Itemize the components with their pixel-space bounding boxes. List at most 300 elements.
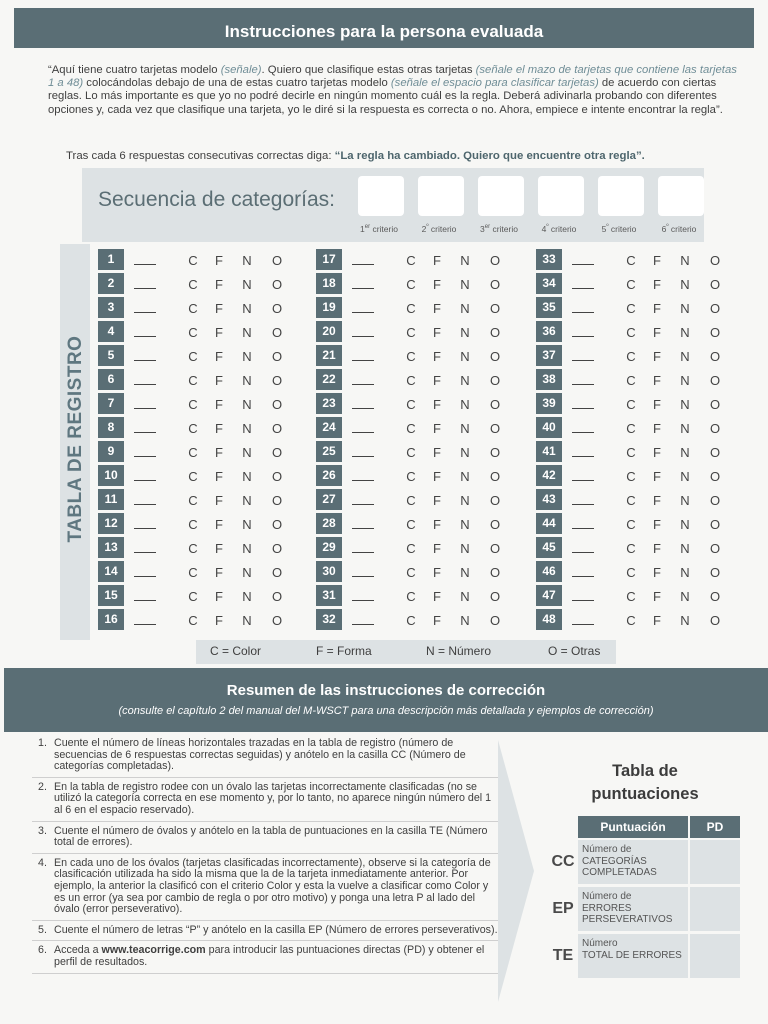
trial-row <box>536 608 746 630</box>
option-f[interactable]: F <box>653 589 661 604</box>
option-n[interactable]: N <box>242 373 252 388</box>
trial-number: 21 <box>316 345 342 366</box>
option-f[interactable]: F <box>653 541 661 556</box>
option-c[interactable]: C <box>626 373 636 388</box>
option-o[interactable]: O <box>271 565 283 580</box>
option-f[interactable]: F <box>215 421 223 436</box>
option-f[interactable]: F <box>653 517 661 532</box>
trial-row <box>536 368 746 390</box>
trial-number: 12 <box>98 513 124 534</box>
option-n[interactable]: N <box>680 541 690 556</box>
option-f[interactable]: F <box>215 253 223 268</box>
option-n[interactable]: N <box>242 397 252 412</box>
criterion-blank[interactable] <box>352 264 374 265</box>
criterion-blank[interactable] <box>572 552 594 553</box>
option-n[interactable]: N <box>460 493 470 508</box>
criterion-blank[interactable] <box>572 528 594 529</box>
option-f[interactable]: F <box>433 445 441 460</box>
option-f[interactable]: F <box>433 613 441 628</box>
criterion-blank[interactable] <box>352 624 374 625</box>
option-n[interactable]: N <box>680 397 690 412</box>
trial-row <box>316 440 526 462</box>
criterion-blank[interactable] <box>352 528 374 529</box>
option-o[interactable]: O <box>489 277 501 292</box>
option-c[interactable]: C <box>188 589 198 604</box>
criterion-blank[interactable] <box>572 504 594 505</box>
trial-number: 30 <box>316 561 342 582</box>
option-c[interactable]: C <box>406 541 416 556</box>
option-n[interactable]: N <box>460 517 470 532</box>
option-o[interactable]: O <box>709 469 721 484</box>
option-n[interactable]: N <box>242 445 252 460</box>
option-c[interactable]: C <box>188 493 198 508</box>
legend-color: C = Color <box>210 644 262 658</box>
option-c[interactable]: C <box>406 493 416 508</box>
option-c[interactable]: C <box>406 565 416 580</box>
trial-row <box>316 368 526 390</box>
option-o[interactable]: O <box>709 349 721 364</box>
step-text: En la tabla de registro rodee con un óvalo las tarjetas incorrectamente clasificadas (no se utilizó la categoría correcta en ese momento y, por lo tanto, no aparece ningún número del 1 al 6 en el espacio reservado). <box>54 780 492 816</box>
criterion-blank[interactable] <box>134 384 156 385</box>
option-c[interactable]: C <box>406 325 416 340</box>
trial-row <box>98 512 308 534</box>
trial-row <box>536 488 746 510</box>
option-o[interactable]: O <box>489 493 501 508</box>
option-c[interactable]: C <box>626 397 636 412</box>
option-o[interactable]: O <box>271 589 283 604</box>
trial-number: 24 <box>316 417 342 438</box>
option-o[interactable]: O <box>271 253 283 268</box>
option-f[interactable]: F <box>215 493 223 508</box>
option-f[interactable]: F <box>215 589 223 604</box>
option-n[interactable]: N <box>680 565 690 580</box>
option-o[interactable]: O <box>489 349 501 364</box>
option-n[interactable]: N <box>460 301 470 316</box>
criterion-blank[interactable] <box>352 504 374 505</box>
option-c[interactable]: C <box>626 541 636 556</box>
option-c[interactable]: C <box>188 349 198 364</box>
option-n[interactable]: N <box>460 325 470 340</box>
correction-steps <box>32 738 498 978</box>
option-c[interactable]: C <box>626 565 636 580</box>
criterion-blank[interactable] <box>134 432 156 433</box>
criterion-blank[interactable] <box>352 600 374 601</box>
option-n[interactable]: N <box>460 469 470 484</box>
criterion-blank[interactable] <box>134 624 156 625</box>
option-f[interactable]: F <box>653 565 661 580</box>
step-number: 5. <box>38 923 47 936</box>
criterion-blank[interactable] <box>352 408 374 409</box>
legend-forma: F = Forma <box>316 644 372 658</box>
option-n[interactable]: N <box>460 445 470 460</box>
option-f[interactable]: F <box>653 493 661 508</box>
option-c[interactable]: C <box>406 589 416 604</box>
option-n[interactable]: N <box>242 325 252 340</box>
option-n[interactable]: N <box>680 589 690 604</box>
criterion-blank[interactable] <box>134 408 156 409</box>
pd-input-box[interactable] <box>690 934 740 978</box>
option-f[interactable]: F <box>433 301 441 316</box>
criterion-blank[interactable] <box>572 384 594 385</box>
option-c[interactable]: C <box>626 277 636 292</box>
option-f[interactable]: F <box>433 589 441 604</box>
option-o[interactable]: O <box>271 373 283 388</box>
option-n[interactable]: N <box>460 253 470 268</box>
option-o[interactable]: O <box>489 373 501 388</box>
criterion-box[interactable] <box>358 176 404 216</box>
criterion-box[interactable] <box>478 176 524 216</box>
option-c[interactable]: C <box>626 445 636 460</box>
option-o[interactable]: O <box>489 589 501 604</box>
score-desc-first: Número de <box>582 844 632 855</box>
trial-row <box>98 440 308 462</box>
criterion-blank[interactable] <box>572 312 594 313</box>
trial-number: 10 <box>98 465 124 486</box>
trial-row <box>536 512 746 534</box>
option-f[interactable]: F <box>215 565 223 580</box>
option-f[interactable]: F <box>433 469 441 484</box>
option-n[interactable]: N <box>460 397 470 412</box>
option-c[interactable]: C <box>188 253 198 268</box>
option-n[interactable]: N <box>242 349 252 364</box>
option-f[interactable]: F <box>653 253 661 268</box>
option-o[interactable]: O <box>271 349 283 364</box>
option-c[interactable]: C <box>188 421 198 436</box>
criterion-blank[interactable] <box>352 456 374 457</box>
criterion-box[interactable] <box>598 176 644 216</box>
option-n[interactable]: N <box>242 517 252 532</box>
option-n[interactable]: N <box>680 613 690 628</box>
option-f[interactable]: F <box>433 421 441 436</box>
option-n[interactable]: N <box>242 421 252 436</box>
option-c[interactable]: C <box>406 253 416 268</box>
option-c[interactable]: C <box>406 613 416 628</box>
option-n[interactable]: N <box>680 517 690 532</box>
option-n[interactable]: N <box>460 373 470 388</box>
option-n[interactable]: N <box>460 613 470 628</box>
criterion-box[interactable] <box>418 176 464 216</box>
option-f[interactable]: F <box>215 373 223 388</box>
pd-input-box[interactable] <box>690 840 740 884</box>
option-f[interactable]: F <box>653 277 661 292</box>
option-n[interactable]: N <box>242 589 252 604</box>
option-n[interactable]: N <box>680 253 690 268</box>
criterion-blank[interactable] <box>572 336 594 337</box>
option-c[interactable]: C <box>626 349 636 364</box>
option-f[interactable]: F <box>215 445 223 460</box>
criterion-blank[interactable] <box>134 360 156 361</box>
step-text: En cada uno de los óvalos (tarjetas clasificadas incorrectamente), observe si la categoría de clasificación utilizada ha sido la misma que la de la tarjeta inmediatamente anterior. Por ejemplo, la anterior la clasificó con el criterio Color y esta la vuelve a clasificar como Color y es un error (ya sea por cambio de regla o por otro motivo) y ponga una letra P al lado del óvalo (error perseverativo). <box>54 856 491 916</box>
option-n[interactable]: N <box>680 421 690 436</box>
option-c[interactable]: C <box>188 565 198 580</box>
criterion-blank[interactable] <box>352 384 374 385</box>
option-f[interactable]: F <box>215 397 223 412</box>
option-o[interactable]: O <box>709 421 721 436</box>
option-o[interactable]: O <box>709 397 721 412</box>
option-o[interactable]: O <box>709 541 721 556</box>
option-c[interactable]: C <box>188 469 198 484</box>
option-f[interactable]: F <box>433 517 441 532</box>
option-f[interactable]: F <box>653 373 661 388</box>
option-c[interactable]: C <box>626 301 636 316</box>
option-f[interactable]: F <box>215 301 223 316</box>
option-c[interactable]: C <box>188 397 198 412</box>
option-o[interactable]: O <box>709 373 721 388</box>
option-n[interactable]: N <box>460 277 470 292</box>
option-o[interactable]: O <box>709 589 721 604</box>
criterion-blank[interactable] <box>572 456 594 457</box>
option-o[interactable]: O <box>709 517 721 532</box>
option-o[interactable]: O <box>271 613 283 628</box>
option-c[interactable]: C <box>188 445 198 460</box>
criterion-blank[interactable] <box>572 408 594 409</box>
criterion-blank[interactable] <box>134 312 156 313</box>
option-f[interactable]: F <box>215 613 223 628</box>
option-c[interactable]: C <box>188 373 198 388</box>
criterion-blank[interactable] <box>572 624 594 625</box>
trial-number: 15 <box>98 585 124 606</box>
scores-title: Tabla de puntuaciones <box>591 762 699 803</box>
criterion-blank[interactable] <box>352 576 374 577</box>
option-f[interactable]: F <box>215 469 223 484</box>
option-c[interactable]: C <box>188 613 198 628</box>
option-o[interactable]: O <box>709 565 721 580</box>
option-f[interactable]: F <box>653 445 661 460</box>
option-o[interactable]: O <box>709 301 721 316</box>
option-o[interactable]: O <box>489 253 501 268</box>
option-n[interactable]: N <box>680 445 690 460</box>
option-f[interactable]: F <box>215 349 223 364</box>
option-c[interactable]: C <box>188 301 198 316</box>
option-o[interactable]: O <box>271 517 283 532</box>
option-f[interactable]: F <box>433 565 441 580</box>
option-n[interactable]: N <box>460 421 470 436</box>
criterion-blank[interactable] <box>572 576 594 577</box>
criterion-blank[interactable] <box>352 312 374 313</box>
option-o[interactable]: O <box>489 397 501 412</box>
trial-row <box>316 416 526 438</box>
option-o[interactable]: O <box>709 493 721 508</box>
option-f[interactable]: F <box>215 517 223 532</box>
trial-row <box>98 416 308 438</box>
option-f[interactable]: F <box>433 325 441 340</box>
option-o[interactable]: O <box>489 517 501 532</box>
option-o[interactable]: O <box>271 277 283 292</box>
trial-number: 3 <box>98 297 124 318</box>
option-f[interactable]: F <box>653 469 661 484</box>
criterion-blank[interactable] <box>134 456 156 457</box>
option-o[interactable]: O <box>489 469 501 484</box>
trial-number: 2 <box>98 273 124 294</box>
option-c[interactable]: C <box>406 469 416 484</box>
option-n[interactable]: N <box>242 277 252 292</box>
legend <box>196 640 616 664</box>
option-o[interactable]: O <box>489 541 501 556</box>
trial-number: 43 <box>536 489 562 510</box>
option-o[interactable]: O <box>489 445 501 460</box>
criterion-blank[interactable] <box>352 432 374 433</box>
teacorrige-link[interactable]: www.teacorrige.com <box>101 944 206 957</box>
option-o[interactable]: O <box>489 301 501 316</box>
criterion-label: $6^º$ criterio <box>661 224 697 234</box>
option-c[interactable]: C <box>626 325 636 340</box>
option-n[interactable]: N <box>680 373 690 388</box>
option-c[interactable]: C <box>626 589 636 604</box>
option-f[interactable]: F <box>433 253 441 268</box>
trial-number: 32 <box>316 609 342 630</box>
criterion-blank[interactable] <box>134 552 156 553</box>
option-c[interactable]: C <box>188 277 198 292</box>
trial-row <box>98 536 308 558</box>
criterion-blank[interactable] <box>134 504 156 505</box>
criterion-blank[interactable] <box>134 528 156 529</box>
option-c[interactable]: C <box>626 613 636 628</box>
option-o[interactable]: O <box>271 397 283 412</box>
trial-number: 14 <box>98 561 124 582</box>
option-c[interactable]: C <box>406 421 416 436</box>
option-c[interactable]: C <box>406 349 416 364</box>
option-o[interactable]: O <box>489 565 501 580</box>
option-c[interactable]: C <box>626 469 636 484</box>
option-o[interactable]: O <box>271 421 283 436</box>
option-o[interactable]: O <box>709 445 721 460</box>
option-n[interactable]: N <box>460 349 470 364</box>
criterion-blank[interactable] <box>572 288 594 289</box>
option-c[interactable]: C <box>626 421 636 436</box>
option-c[interactable]: C <box>188 325 198 340</box>
criterion-blank[interactable] <box>352 552 374 553</box>
option-c[interactable]: C <box>406 397 416 412</box>
option-o[interactable]: O <box>271 493 283 508</box>
pd-input-box[interactable] <box>690 887 740 931</box>
option-c[interactable]: C <box>626 517 636 532</box>
option-f[interactable]: F <box>215 325 223 340</box>
trial-row <box>316 248 526 270</box>
option-n[interactable]: N <box>680 493 690 508</box>
correction-step <box>32 858 498 921</box>
criterion-blank[interactable] <box>134 336 156 337</box>
option-n[interactable]: N <box>242 493 252 508</box>
option-f[interactable]: F <box>433 277 441 292</box>
step-text: Cuente el número de letras “P” y anótelo en la casilla EP (Número de errores perseverativos). <box>54 923 498 936</box>
option-c[interactable]: C <box>406 517 416 532</box>
summary-title: Resumen de las instrucciones de corrección <box>226 682 546 699</box>
option-o[interactable]: O <box>271 325 283 340</box>
option-n[interactable]: N <box>460 565 470 580</box>
option-c[interactable]: C <box>406 373 416 388</box>
option-o[interactable]: O <box>709 253 721 268</box>
trial-row <box>98 392 308 414</box>
criterion-blank[interactable] <box>352 480 374 481</box>
option-f[interactable]: F <box>653 613 661 628</box>
criterion-label: 1er criterio <box>360 224 398 234</box>
option-n[interactable]: N <box>680 325 690 340</box>
criterion-blank[interactable] <box>572 264 594 265</box>
option-f[interactable]: F <box>653 421 661 436</box>
trial-number: 20 <box>316 321 342 342</box>
option-n[interactable]: N <box>680 469 690 484</box>
option-o[interactable]: O <box>271 445 283 460</box>
score-desc-rest: CATEGORÍAS COMPLETADAS <box>582 855 657 878</box>
option-n[interactable]: N <box>460 589 470 604</box>
option-c[interactable]: C <box>626 493 636 508</box>
criterion-blank[interactable] <box>572 480 594 481</box>
option-c[interactable]: C <box>406 445 416 460</box>
trial-number: 1 <box>98 249 124 270</box>
step-text: Cuente el número de líneas horizontales trazadas en la tabla de registro (número de secuencias de 6 respuestas correctas seguidas) y anótelo en la casilla CC (Número de categorías completadas). <box>54 737 466 773</box>
correction-step <box>32 738 498 778</box>
option-f[interactable]: F <box>433 541 441 556</box>
option-n[interactable]: N <box>242 541 252 556</box>
option-o[interactable]: O <box>489 325 501 340</box>
option-n[interactable]: N <box>680 301 690 316</box>
criterion-blank[interactable] <box>352 360 374 361</box>
option-o[interactable]: O <box>489 613 501 628</box>
option-c[interactable]: C <box>188 541 198 556</box>
option-n[interactable]: N <box>242 565 252 580</box>
criterion-blank[interactable] <box>134 600 156 601</box>
option-o[interactable]: O <box>271 541 283 556</box>
option-o[interactable]: O <box>271 469 283 484</box>
option-f[interactable]: F <box>433 349 441 364</box>
option-o[interactable]: O <box>709 613 721 628</box>
option-f[interactable]: F <box>653 349 661 364</box>
criterion-box[interactable] <box>658 176 704 216</box>
option-n[interactable]: N <box>242 301 252 316</box>
trial-number: 35 <box>536 297 562 318</box>
criterion-box[interactable] <box>538 176 584 216</box>
register-label-box <box>60 244 90 640</box>
criterion-blank[interactable] <box>572 600 594 601</box>
option-n[interactable]: N <box>680 277 690 292</box>
arrow-shape <box>498 740 534 1002</box>
option-f[interactable]: F <box>653 301 661 316</box>
option-c[interactable]: C <box>406 277 416 292</box>
option-n[interactable]: N <box>242 253 252 268</box>
option-o[interactable]: O <box>271 301 283 316</box>
criterion-blank[interactable] <box>134 288 156 289</box>
option-f[interactable]: F <box>653 325 661 340</box>
score-row-te <box>548 934 740 978</box>
option-n[interactable]: N <box>460 541 470 556</box>
option-f[interactable]: F <box>433 493 441 508</box>
criterion-blank[interactable] <box>572 432 594 433</box>
option-f[interactable]: F <box>215 541 223 556</box>
option-c[interactable]: C <box>188 517 198 532</box>
trial-number: 19 <box>316 297 342 318</box>
option-c[interactable]: C <box>626 253 636 268</box>
option-n[interactable]: N <box>242 469 252 484</box>
option-f[interactable]: F <box>215 277 223 292</box>
option-n[interactable]: N <box>242 613 252 628</box>
criterion-blank[interactable] <box>572 360 594 361</box>
criterion-blank[interactable] <box>352 336 374 337</box>
criterion-blank[interactable] <box>134 264 156 265</box>
trial-row <box>316 584 526 606</box>
option-n[interactable]: N <box>680 349 690 364</box>
criterion-blank[interactable] <box>134 576 156 577</box>
option-f[interactable]: F <box>653 397 661 412</box>
option-o[interactable]: O <box>489 421 501 436</box>
option-o[interactable]: O <box>709 277 721 292</box>
option-o[interactable]: O <box>709 325 721 340</box>
option-f[interactable]: F <box>433 397 441 412</box>
option-c[interactable]: C <box>406 301 416 316</box>
criterion-blank[interactable] <box>134 480 156 481</box>
criterion-blank[interactable] <box>352 288 374 289</box>
option-f[interactable]: F <box>433 373 441 388</box>
trial-row <box>536 464 746 486</box>
